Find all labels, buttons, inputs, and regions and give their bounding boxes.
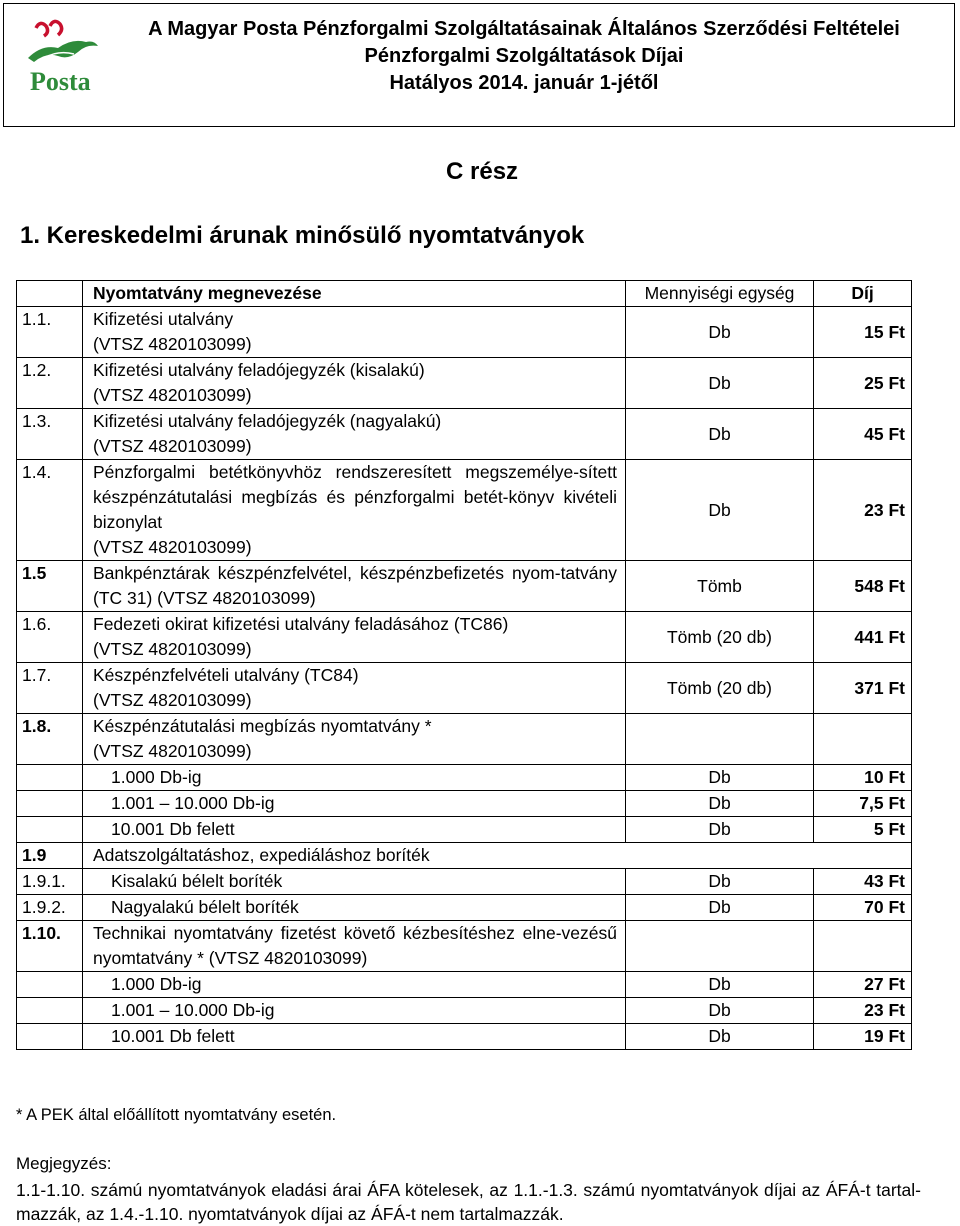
row-fee: 23 Ft (814, 460, 912, 561)
tier-unit: Db (626, 998, 814, 1024)
row-description (83, 714, 626, 765)
row-description (83, 612, 626, 663)
tier-label: 1.000 Db-ig (83, 972, 626, 998)
header-name: Nyomtatvány megnevezése (83, 281, 626, 307)
header-unit: Mennyiségi egység (626, 281, 814, 307)
section-title: 1. Kereskedelmi árunak minősülő nyomtatványok (20, 222, 585, 249)
table-row (17, 663, 912, 714)
row-unit: Db (626, 460, 814, 561)
sub-row-name: Kisalakú bélelt boríték (83, 869, 626, 895)
tier-num-empty (17, 765, 83, 791)
tier-num-empty (17, 791, 83, 817)
row-number: 1.6. (17, 612, 83, 663)
table-row (17, 561, 912, 612)
row-number: 1.1. (17, 307, 83, 358)
header-line-3: Hatályos 2014. január 1-jétől (389, 72, 659, 94)
tier-fee: 7,5 Ft (814, 791, 912, 817)
table-header-row (17, 281, 912, 307)
note-text: 1.1-1.10. számú nyomtatványok eladási árai ÁFA kötelesek, az 1.1.-1.3. számú nyomtatványok díjai az ÁFÁ-t tartal-mazzák, az 1.4.-1.10. nyomtatványok díjai az ÁFÁ-t nem tartalmazzák. (16, 1180, 921, 1224)
tier-row (17, 765, 912, 791)
row-code: (VTSZ 4820103099) (93, 334, 252, 354)
tier-fee: 23 Ft (814, 998, 912, 1024)
sub-row-unit: Db (626, 895, 814, 921)
row-name: Készpénzátutalási megbízás nyomtatvány * (93, 716, 432, 736)
row-name: Pénzforgalmi betétkönyvhöz rendszeresített megszemélye-sített készpénzátutalási megbízás és pénzforgalmi betét-könyv kivételi bizonylat (93, 462, 617, 532)
sub-row-unit: Db (626, 869, 814, 895)
logo-text: Posta (30, 67, 91, 96)
row-fee: 441 Ft (814, 612, 912, 663)
table-row (17, 358, 912, 409)
row-unit: Db (626, 409, 814, 460)
row-unit: Db (626, 358, 814, 409)
row-fee: 371 Ft (814, 663, 912, 714)
row-fee-empty (814, 921, 912, 972)
sub-row-fee: 43 Ft (814, 869, 912, 895)
tier-num-empty (17, 972, 83, 998)
header-line-1: A Magyar Posta Pénzforgalmi Szolgáltatásainak Általános Szerződési Feltételei (148, 18, 900, 40)
tier-row (17, 972, 912, 998)
tier-label: 10.001 Db felett (83, 1024, 626, 1050)
sub-row (17, 895, 912, 921)
row-number: 1.8. (17, 714, 83, 765)
row-unit: Tömb (20 db) (626, 612, 814, 663)
row-description (83, 358, 626, 409)
row-name: Kifizetési utalvány (93, 309, 234, 329)
row-name: Kifizetési utalvány feladójegyzék (nagyalakú) (93, 411, 442, 431)
tier-row (17, 817, 912, 843)
table-row (17, 843, 912, 869)
row-description (83, 409, 626, 460)
row-name: Fedezeti okirat kifizetési utalvány feladásához (TC86) (93, 614, 509, 634)
tier-num-empty (17, 817, 83, 843)
tier-fee: 5 Ft (814, 817, 912, 843)
table-row (17, 612, 912, 663)
row-fee-empty (814, 714, 912, 765)
row-description (83, 561, 626, 612)
tier-row (17, 998, 912, 1024)
row-name: Bankpénztárak készpénzfelvétel, készpénzbefizetés nyom-tatvány (TC 31) (VTSZ 4820103099) (93, 563, 617, 608)
footnote: * A PEK által előállított nyomtatvány esetén. (16, 1106, 337, 1124)
row-number: 1.5 (17, 561, 83, 612)
header-fee: Díj (814, 281, 912, 307)
tier-unit: Db (626, 791, 814, 817)
row-name: Technikai nyomtatvány fizetést követő kézbesítéshez elne-vezésű nyomtatvány * (VTSZ 4820103099) (93, 923, 617, 968)
sub-row-number: 1.9.1. (17, 869, 83, 895)
posta-logo (24, 18, 100, 98)
row-name: Készpénzfelvételi utalvány (TC84) (93, 665, 359, 685)
tier-fee: 10 Ft (814, 765, 912, 791)
row-code: (VTSZ 4820103099) (93, 537, 252, 557)
row-number: 1.9 (17, 843, 83, 869)
tier-row (17, 791, 912, 817)
row-number: 1.10. (17, 921, 83, 972)
header-num-cell (17, 281, 83, 307)
row-description (83, 921, 626, 972)
row-number: 1.7. (17, 663, 83, 714)
table-row (17, 460, 912, 561)
row-description (83, 307, 626, 358)
row-name: Kifizetési utalvány feladójegyzék (kisalakú) (93, 360, 425, 380)
row-code: (VTSZ 4820103099) (93, 690, 252, 710)
row-number: 1.4. (17, 460, 83, 561)
row-description (83, 460, 626, 561)
note-title: Megjegyzés: (16, 1154, 112, 1173)
tier-row (17, 1024, 912, 1050)
tier-label: 1.001 – 10.000 Db-ig (83, 998, 626, 1024)
row-unit: Db (626, 307, 814, 358)
fee-table (16, 280, 912, 1050)
tier-label: 1.000 Db-ig (83, 765, 626, 791)
row-code: (VTSZ 4820103099) (93, 436, 252, 456)
row-name: Adatszolgáltatáshoz, expediáláshoz boríték (83, 843, 912, 869)
table-row (17, 921, 912, 972)
row-fee: 548 Ft (814, 561, 912, 612)
row-unit: Tömb (20 db) (626, 663, 814, 714)
tier-unit: Db (626, 1024, 814, 1050)
header-title (94, 16, 954, 97)
table-row (17, 714, 912, 765)
tier-unit: Db (626, 765, 814, 791)
tier-fee: 27 Ft (814, 972, 912, 998)
tier-num-empty (17, 1024, 83, 1050)
tier-label: 10.001 Db felett (83, 817, 626, 843)
row-code: (VTSZ 4820103099) (93, 385, 252, 405)
row-unit-empty (626, 921, 814, 972)
row-code: (VTSZ 4820103099) (93, 639, 252, 659)
tier-unit: Db (626, 972, 814, 998)
document-header (3, 3, 955, 127)
sub-row (17, 869, 912, 895)
part-label: C rész (446, 158, 519, 185)
header-line-2: Pénzforgalmi Szolgáltatások Díjai (364, 45, 684, 67)
row-unit-empty (626, 714, 814, 765)
tier-fee: 19 Ft (814, 1024, 912, 1050)
table-row (17, 307, 912, 358)
row-number: 1.3. (17, 409, 83, 460)
sub-row-fee: 70 Ft (814, 895, 912, 921)
row-description (83, 663, 626, 714)
table-row (17, 409, 912, 460)
row-fee: 15 Ft (814, 307, 912, 358)
tier-label: 1.001 – 10.000 Db-ig (83, 791, 626, 817)
row-number: 1.2. (17, 358, 83, 409)
sub-row-name: Nagyalakú bélelt boríték (83, 895, 626, 921)
row-code: (VTSZ 4820103099) (93, 741, 252, 761)
tier-unit: Db (626, 817, 814, 843)
row-fee: 45 Ft (814, 409, 912, 460)
row-fee: 25 Ft (814, 358, 912, 409)
tier-num-empty (17, 998, 83, 1024)
sub-row-number: 1.9.2. (17, 895, 83, 921)
row-unit: Tömb (626, 561, 814, 612)
